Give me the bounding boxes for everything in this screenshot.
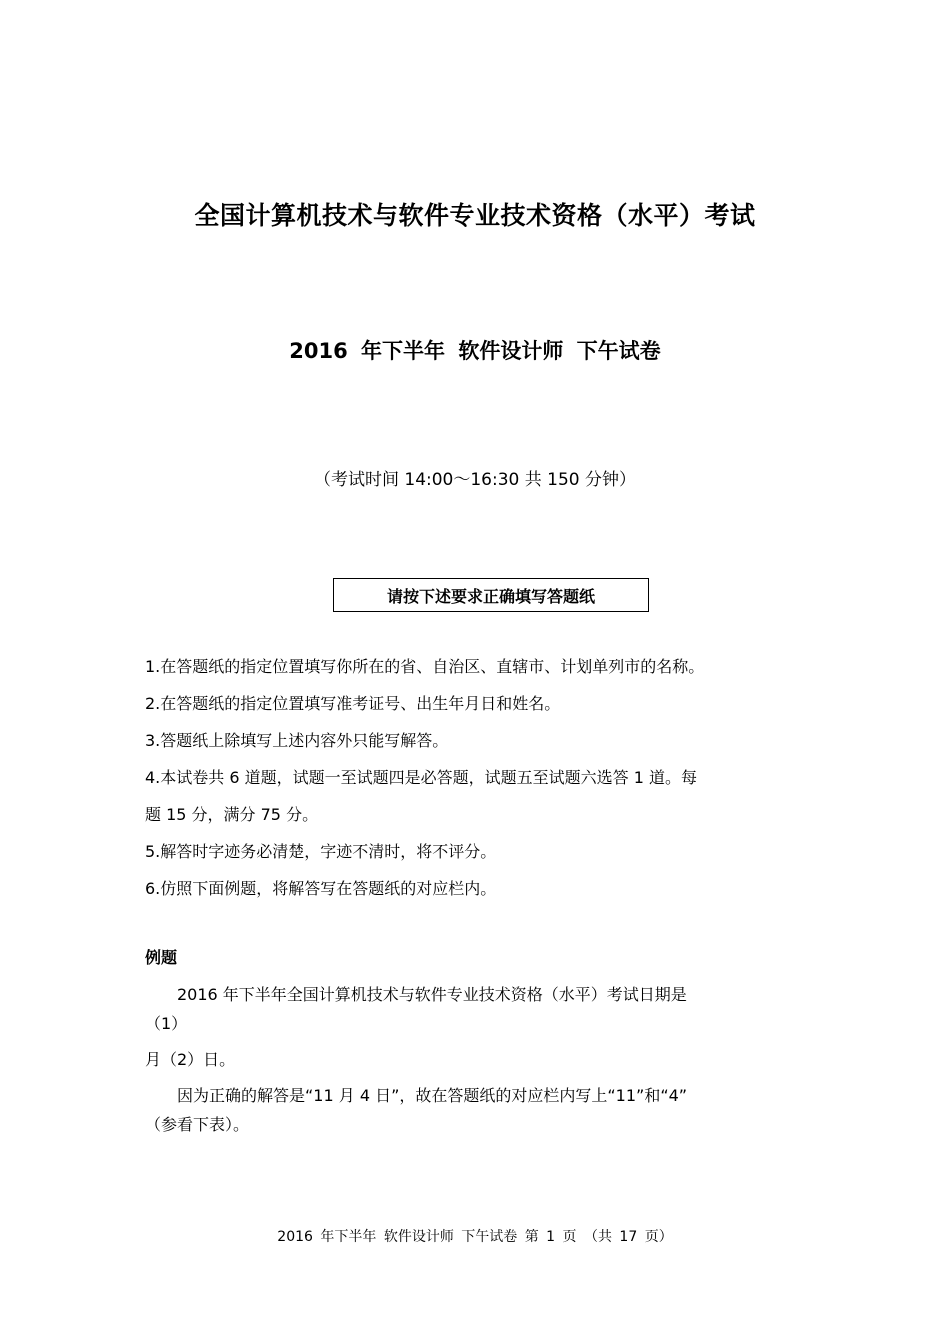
instruction-item: 5.解答时字迹务必清楚，字迹不清时，将不评分。	[145, 842, 497, 861]
example-line: （参看下表）。	[145, 1115, 250, 1134]
instruction-item: 题 15 分，满分 75 分。	[145, 805, 319, 824]
instruction-item: 2.在答题纸的指定位置填写准考证号、出生年月日和姓名。	[145, 694, 561, 713]
page-title: 全国计算机技术与软件专业技术资格（水平）考试	[194, 201, 756, 230]
example-line: （1）	[145, 1014, 188, 1033]
example-body	[145, 980, 815, 1139]
instruction-item: 6.仿照下面例题，将解答写在答题纸的对应栏内。	[145, 879, 497, 898]
instruction-item: 4.本试卷共 6 道题，试题一至试题四是必答题，试题五至试题六选答 1 道。每	[145, 768, 697, 787]
example-line: 月（2）日。	[145, 1050, 236, 1069]
exam-time: （考试时间 14:00～16:30 共 150 分钟）	[313, 470, 637, 490]
example-line: 2016 年下半年全国计算机技术与软件专业技术资格（水平）考试日期是	[177, 985, 687, 1004]
instructions-list	[145, 648, 815, 907]
example-line: 因为正确的解答是“11 月 4 日”，故在答题纸的对应栏内写上“11”和“4”	[177, 1086, 688, 1105]
example-heading: 例题	[145, 948, 178, 967]
answer-sheet-notice-box: 请按下述要求正确填写答题纸	[333, 578, 649, 612]
exam-subtitle: 2016 年下半年 软件设计师 下午试卷	[289, 339, 661, 363]
instruction-item: 1.在答题纸的指定位置填写你所在的省、自治区、直辖市、计划单列市的名称。	[145, 657, 705, 676]
page-footer: 2016 年下半年 软件设计师 下午试卷 第 1 页 （共 17 页）	[277, 1229, 673, 1245]
instruction-item: 3.答题纸上除填写上述内容外只能写解答。	[145, 731, 449, 750]
